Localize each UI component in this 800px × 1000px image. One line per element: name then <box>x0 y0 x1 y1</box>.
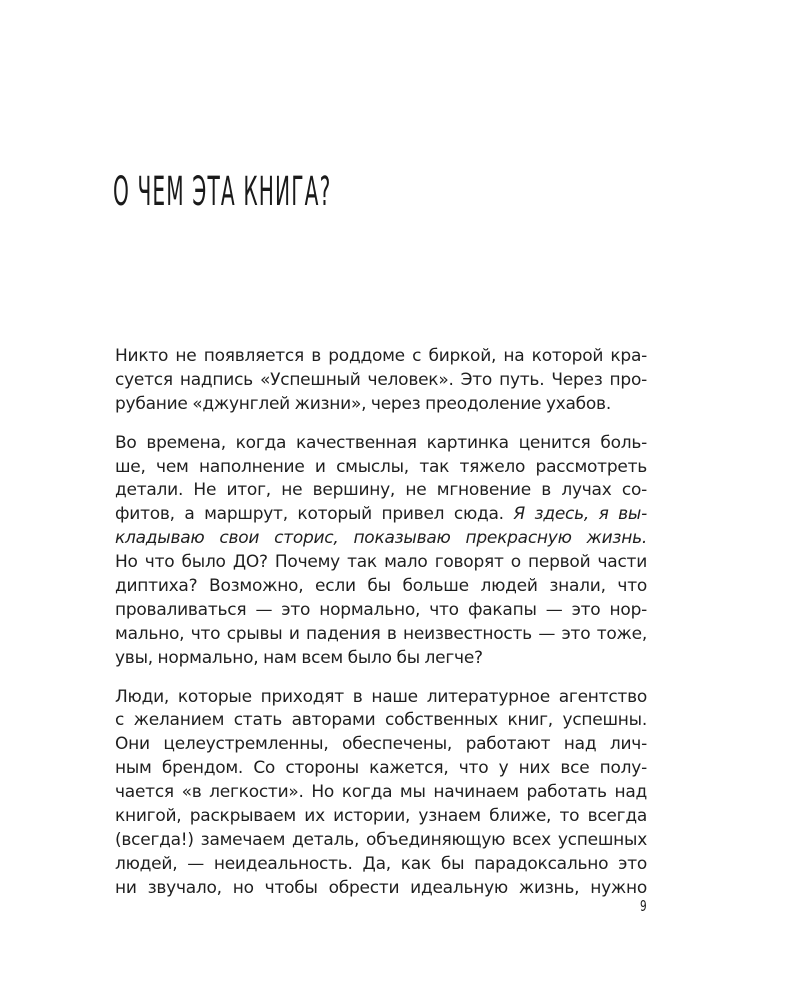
text-line: суется надпись «Успешный человек». Это путь. Через про- <box>115 369 647 390</box>
text-line: Люди, которые приходят в наше литературное агентство <box>115 686 647 707</box>
italic-segment: Я здесь, я вы- <box>513 504 647 525</box>
page-number: 9 <box>640 897 647 915</box>
paragraph-2 <box>115 432 647 671</box>
paragraph-1 <box>115 345 647 417</box>
text-line: диптиха? Возможно, если бы больше людей знали, что <box>115 576 647 597</box>
text-line-italic <box>115 527 647 551</box>
text-line: Но что было ДО? Почему так мало говорят о первой части <box>115 552 647 573</box>
text-line: ше, чем наполнение и смыслы, так тяжело рассмотреть <box>115 456 647 477</box>
text-line: Во времена, когда качественная картинка ценится боль- <box>115 432 647 453</box>
text-line: Они целеустремленны, обеспечены, работают над лич- <box>115 734 647 755</box>
text-line: мально, что срывы и падения в неизвестность — это тоже, <box>115 623 647 644</box>
text-line: ни звучало, но чтобы обрести идеальную жизнь, нужно <box>115 877 647 898</box>
text-line: (всегда!) замечаем деталь, объединяющую всех успешных <box>115 829 647 850</box>
paragraph-3 <box>115 686 647 901</box>
text-line: Никто не появляется в роддоме с биркой, на которой кра- <box>115 346 647 366</box>
text-line <box>115 503 647 527</box>
text-line: проваливаться — это нормально, что факапы — это нор- <box>115 599 647 620</box>
text-line: рубание «джунглей жизни», через преодоление ухабов. <box>115 393 611 414</box>
chapter-heading: О ЧЕМ ЭТА КНИГА? <box>113 169 332 215</box>
text-segment: фитов, а маршрут, который привел сюда. <box>115 504 504 525</box>
text-line: людей, — неидеальность. Да, как бы парадоксально это <box>115 853 647 874</box>
text-line: ным брендом. Со стороны кажется, что у них все полу- <box>115 758 647 779</box>
italic-segment: кладываю свои сторис, показываю прекрасную жизнь. <box>115 528 647 549</box>
body-text <box>115 345 647 916</box>
text-line: увы, нормально, нам всем было бы легче? <box>115 647 483 668</box>
text-line: книгой, раскрываем их истории, узнаем ближе, то всегда <box>115 806 647 827</box>
text-line: чается «в легкости». Но когда мы начинаем работать над <box>115 782 647 803</box>
text-line: детали. Не итог, не вершину, не мгновение в лучах со- <box>115 480 647 501</box>
text-line: с желанием стать авторами собственных книг, успешны. <box>115 710 647 731</box>
